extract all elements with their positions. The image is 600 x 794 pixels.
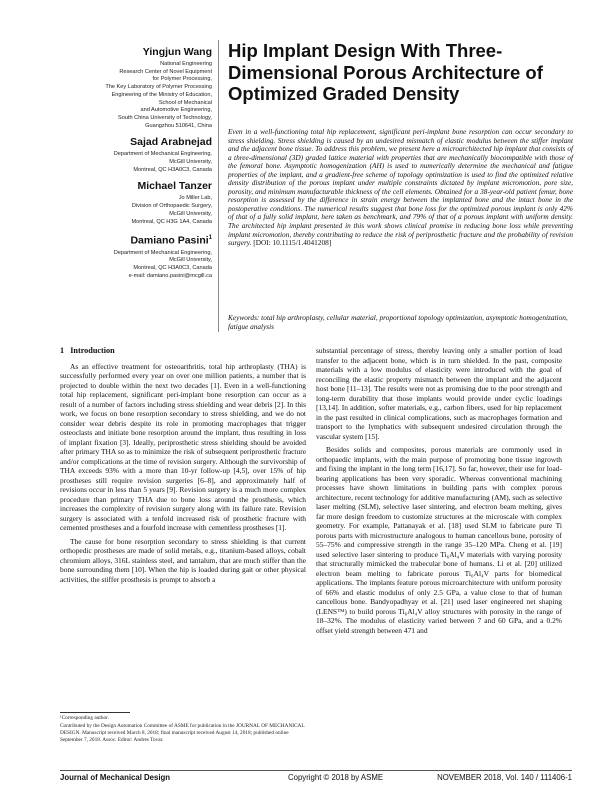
affiliation-line: Research Center of Novel Equipment [119,68,212,75]
paragraph: substantial percentage of stress, thereby leaving only a smaller portion of load transfer to the adjacent bone, which is in turn shielded. In the past, composite materials with a low modulus of elasticity were introduced with the goal of reconciling the elastic property mismatch between the implant and the adjacent host bone [11–13]. The results were not as promising due to the poor strength and long-term durability that those implants would provide under cyclic loadings [13,14]. In addition, softer materials, e.g., carbon fibers, used for hip replacement in the past resulted in clinical complications, such as macrophages formation and transport to the lymphatics with subsequent undesired circulation through the vascular system [15]. [316,346,562,441]
corresponding-mark: 1 [208,235,212,242]
abstract [228,128,573,248]
author-block [62,136,212,174]
keywords: Keywords: total hip arthroplasty, cellular material, proportional topology optimization, asymptotic homogenization, fatigue analysis [228,313,568,331]
author-name-text: Damiano Pasini [130,234,209,247]
affiliation-line: Montreal, QC H3A0C3, Canada [133,265,212,272]
author-name: Yingjun Wang [142,46,212,58]
author-block [62,180,212,226]
affiliation-line: and Automotive Engineering, [140,107,212,114]
footer-divider [60,770,572,771]
affiliation-line: McGill University, [169,210,212,217]
section-number: 1 [60,346,65,355]
paragraph: The cause for bone resorption secondary to stress shielding is that current orthopedic prostheses are made of solid metals, e.g., titanium-based alloys, cobalt chromium alloys, 316L stainless steel, and tantalum, that are much stiffer than the bone surrounding them [10]. When the hip is loaded during gait or other physical activities, the stiffer prosthesis is prompt to absorb a [60,536,306,584]
author-list [62,46,212,287]
paragraph: Besides solids and composites, porous materials are commonly used in orthopaedic implants, with the main purpose of promoting bone tissue ingrowth and fixing the implant in the long term [16,17]. So far, however, their use for load-bearing applications has been very sporadic. Whereas conventional machining processes have shown limitations in building parts with complex porous architecture, recent technology for additive manufacturing (AM), such as selective laser melting (SLM), selective laser sintering, and electron beam melting, gives far more design freedom to customize structures at the microscale with complex geometry. For example, Pattanayak et al. [18] used SLM to fabricate pure Ti porous parts with microstructure analogous to human cancellous bone, porosity of 55–75% and compressive strength in the range 35–120 MPa. Cheng et al. [19] used selective laser sintering to produce Ti₆Al₄V materials with varying porosity that structurally mimicked the trabecular bone of humans. Li et al. [20] utilized electron beam melting to fabricate porous Ti₆Al₄V parts for biomedical applications. The implants feature porous microarchitecture with uniform porosity of 66% and elastic modulus of only 2.5 GPa, a value close to that of human cancellous bone. Bandyopadhyay et al. [21] used laser engineered net shaping (LENS™) to build porous Ti₆Al₄V alloy structures with porosity in the range of 18–32%. The modulus of elasticity varied between 7 and 60 GPa, and a 0.2% offset yield strength between 471 and [316,445,562,635]
footnotes [60,715,306,745]
affiliation-line: for Polymer Processing, [152,76,212,83]
paper-title: Hip Implant Design With Three-Dimensional Porous Architecture of Optimized Graded Density [228,40,543,104]
body-column-left [60,346,306,584]
section-heading [60,346,306,356]
affiliation-line: Department of Mechanical Engineering, [113,151,212,158]
body-column-right [316,346,562,635]
affiliation-line: The Key Laboratory of Polymer Processing [105,84,212,91]
affiliation-line: South China University of Technology, [117,114,212,121]
affiliation-line: Guangzhou 510641, China [145,122,212,129]
journal-name: Journal of Mechanical Design [60,773,171,782]
author-block [62,232,212,280]
footnote-manuscript: Contributed by the Design Automation Committee of ASME for publication in the JOURNAL OF MECHANICAL DESIGN. Manuscript received March 8, 2018; final manuscript received August 14, 2018; published online September 7, 2018. Assoc. Editor: Andres Tovar. [60,722,305,743]
author-block [62,46,212,130]
affiliation-line: Jo Miller Lab, [178,195,212,202]
vertical-divider [218,40,219,332]
footnote-corresponding: ¹Corresponding author. [60,715,109,721]
copyright: Copyright © 2018 by ASME [288,773,384,782]
affiliation-line: Montreal, QC H3G 1A4, Canada [131,218,212,225]
author-name: Michael Tanzer [137,180,212,193]
footnote-divider [60,712,130,713]
section-title: Introduction [70,346,115,355]
affiliation-line: McGill University, [169,257,212,264]
doi-link[interactable]: [DOI: 10.1115/1.4041208] [253,238,332,248]
affiliation-line: Montreal, QC H3A0C3, Canada [133,166,212,173]
affiliation-line: School of Mechanical [158,99,212,106]
author-name: Sajad Arabnejad [130,136,212,149]
page-footer [60,773,572,785]
paragraph: As an effective treatment for osteoarthritis, total hip arthroplasty (THA) is successfully performed every year on over one million patients, a number that is projected to double within the next two decades [1]. Even in a well-functioning total hip replacement, significant peri-implant bone resorption can occur as a result of a number of factors including stress shielding and wear debris [2]. In this work, we focus on bone resorption secondary to stress shielding, and we do not consider wear debris despite its role in promoting macrophages that trigger osteoclasts and initiate bone resorption around the implant, thus resulting in loss of implant fixation [3]. Ideally, periprosthetic stress shielding should be avoided after primary THA so as to minimize the risk of subsequent periprosthetic fracture and/or complications at the time of revision surgery. Although the survivorship of THA exceeds 93% with a more than 10-yr follow-up [4,5], over 15% of hip prostheses still require revision surgeries [6–8], and approximately half of revisions occur in less than 5 years [9]. Revision surgery is a much more complex procedure than primary THA due to bone loss around the prosthesis, which increases the complexity of revision surgery along with its failure rate. Revision surgery is associated with a tenfold increased risk of prosthetic fracture with cemented prostheses and a fourfold increase with cementless prostheses [1]. [60,361,306,532]
author-email[interactable]: e-mail: damiano.pasini@mcgill.ca [128,272,212,279]
affiliation-line: Division of Orthopaedic Surgery, [131,203,212,210]
author-name [62,232,212,248]
affiliation-line: Engineering of the Ministry of Education, [111,91,212,98]
abstract-text: Even in a well-functioning total hip replacement, significant peri-implant bone resorption can occur secondary to stress shielding. Stress shielding is caused by an undesired mismatch of elastic modulus between the stiffer implant and the adjacent bone tissue. To address this problem, we present here a microarchitected hip implant that consists of a three-dimensional (3D) graded lattice material with properties that are mechanically biocompatible with those of the femoral bone. Asymptotic homogenization (AH) is used to numerically determine the mechanical and fatigue properties of the implant, and a gradient-free scheme of topology optimization is used to find the optimized relative density distribution of the porous implant under multiple constraints dictated by implant micromotion, pore size, porosity, and minimum manufacturable thickness of the cell elements. Obtained for a 38-year-old patient femur, bone resorption is assessed by the difference in strain energy between the implanted bone and the intact bone in the postoperative conditions. The numerical results suggest that bone loss for the optimized porous implant is only 42% of that of a fully solid implant, here taken as benchmark, and 79% of that of a porous implant with uniform density. The architected hip implant presented in this work shows clinical promise in reducing bone loss while preventing implant micromotion, thereby contributing to reduce the risk of periprosthetic fracture and the probability of revision surgery. [228,127,573,248]
affiliation-line: National Engineering [160,61,212,67]
affiliation-line: Department of Mechanical Engineering, [113,249,212,256]
issue-page: NOVEMBER 2018, Vol. 140 / 111406-1 [437,773,572,782]
affiliation-line: McGill University, [169,159,212,166]
